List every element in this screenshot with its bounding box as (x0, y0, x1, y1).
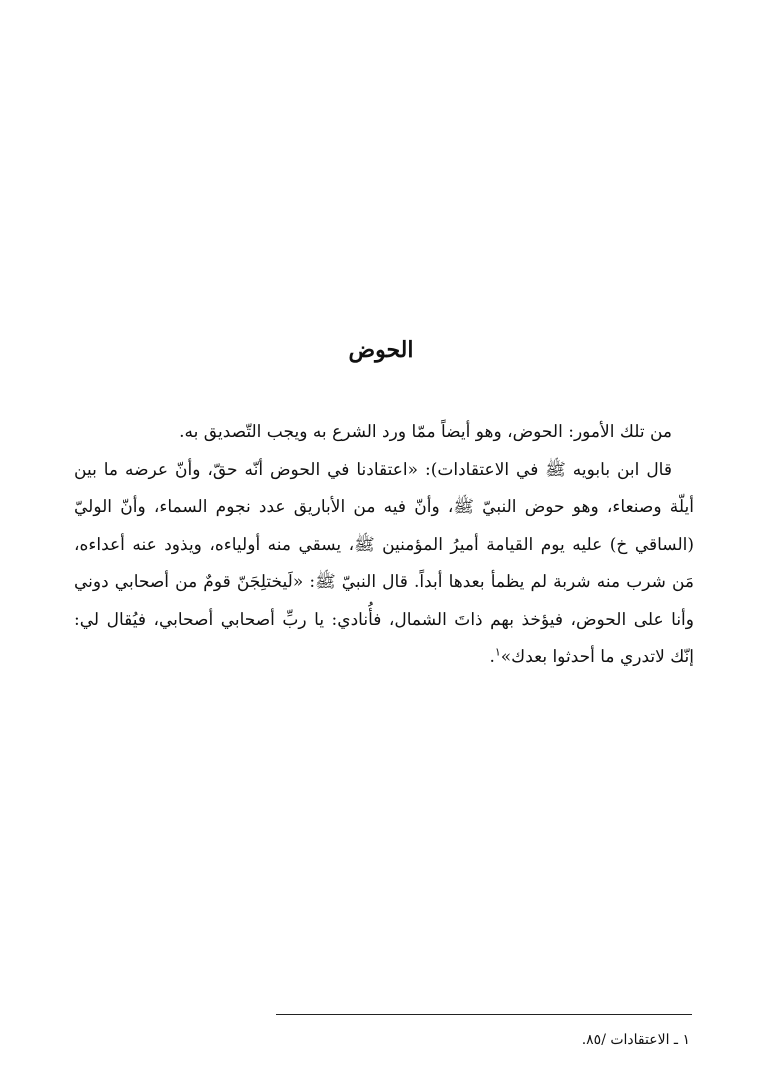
section-title: الحوض (348, 337, 414, 363)
paragraph-2-end: . (489, 647, 495, 667)
paragraph-2-text: قال ابن بابويه ﷺ في الاعتقادات): «اعتقادنا في الحوض أنّه حقّ، وأنّ عرضه ما بين أيلّة وصنعاء، وهو حوض النبيّ ﷺ، وأنّ فيه من الأباريق عدد نجوم السماء، وأنّ الوليّ (الساقي خ) عليه يوم القيامة أميرُ المؤمنين ﷺ، يسقي منه أولياءه، ويذود عنه أعداءه، مَن شرب منه شربة لم يظمأ بعدها أبداً. قال النبيّ ﷺ: «لَيختلِجَنّ قومٌ من أصحابي دوني وأنا على الحوض، فيؤخذ بهم ذاتَ الشمال، فأُنادي: يا ربِّ أصحابي أصحابي، فيُقال لي: إنّك لاتدري ما أحدثوا بعدك» (74, 459, 694, 667)
footnote-divider (276, 1014, 692, 1015)
paragraph-1: من تلك الأمور: الحوض، وهو أيضاً ممّا ورد الشرع به ويجب التّصديق به. (179, 422, 672, 442)
footnote: ١ ـ الاعتقادات /٨٥. (581, 1032, 690, 1048)
paragraph-2 (74, 452, 694, 677)
footnote-reference[interactable]: ١ (494, 645, 501, 659)
main-text (74, 414, 694, 677)
